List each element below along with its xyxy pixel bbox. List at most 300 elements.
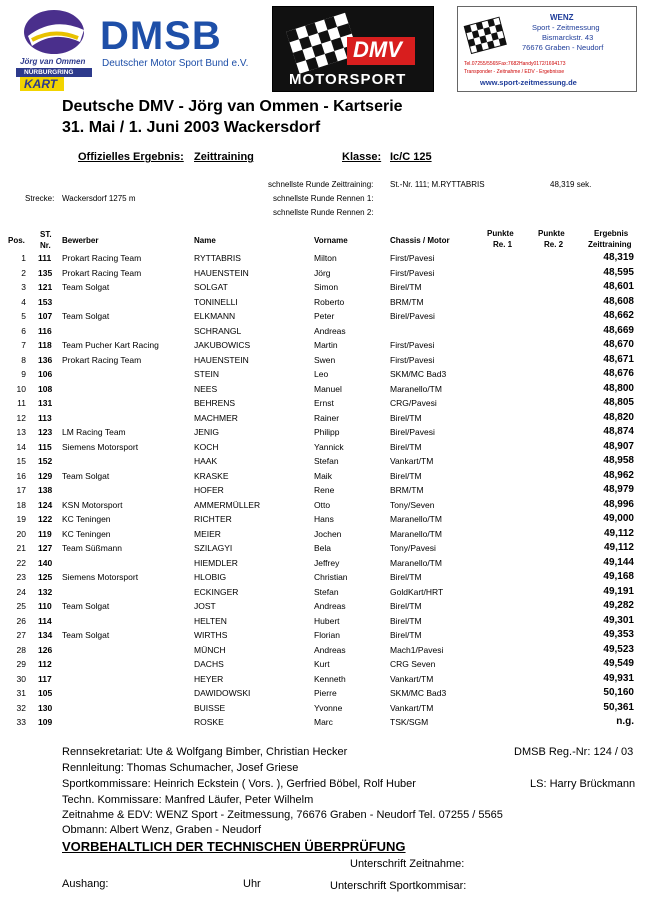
row-team: Siemens Motorsport [62,441,139,452]
row-team: Team Solgat [62,311,110,321]
row-lastname: MÜNCH [194,644,226,655]
col-pos: Pos. [8,236,25,245]
row-pos: 7 [21,340,26,350]
row-start-number: 135 [38,267,53,278]
class-value: Ic/C 125 [390,151,432,163]
row-start-number: 134 [38,630,53,640]
technical-check-notice: VORBEHALTLICH DER TECHNISCHEN ÜBERPRÜFUNG [62,839,406,854]
row-result: 49,931 [603,672,634,684]
row-firstname: Andreas [314,325,346,336]
row-start-number: 119 [38,528,52,539]
table-row [0,570,650,585]
row-firstname: Christian [314,572,348,582]
row-start-number: 109 [38,717,53,727]
row-start-number: 127 [38,543,53,553]
row-start-number: 125 [38,572,53,582]
row-lastname: HAAK [194,456,218,466]
row-lastname: SZILAGYI [194,543,233,553]
row-team: Team Solgat [62,282,110,292]
row-lastname: HAUENSTEIN [194,267,249,278]
table-row [0,498,650,513]
row-firstname: Kenneth [314,673,346,684]
row-result: 49,523 [603,643,634,655]
row-result: 48,996 [603,498,634,510]
row-lastname: HIEMDLER [194,557,238,568]
table-row [0,541,650,556]
table-row [0,672,650,687]
row-start-number: 124 [38,499,53,510]
row-firstname: Rene [314,485,335,495]
row-result: 50,160 [603,687,634,698]
row-lastname: BUISSE [194,702,226,713]
row-start-number: 140 [38,557,53,568]
row-firstname: Jörg [314,267,331,278]
row-start-number: 131 [38,398,53,408]
row-chassis: First/Pavesi [390,267,435,278]
timing-edp: Zeitnahme & EDV: WENZ Sport - Zeitmessung, 76676 Graben - Neudorf Tel. 07255 / 5565 [62,809,503,821]
row-firstname: Stefan [314,586,339,597]
row-firstname: Martin [314,340,338,350]
row-start-number: 107 [38,311,53,321]
row-firstname: Andreas [314,644,346,655]
row-lastname: HAUENSTEIN [194,354,249,365]
row-lastname: SCHRANGL [194,325,242,336]
row-result: 49,282 [603,600,634,611]
row-result: n.g. [616,716,634,727]
row-pos: 12 [16,412,26,423]
row-pos: 32 [16,702,26,713]
row-pos: 23 [16,572,26,582]
race2-fastest-label: schnellste Runde Rennen 2: [273,208,374,217]
row-chassis: SKM/MC Bad3 [390,688,447,698]
fastest-lap-label: schnellste Runde Zeittraining: [268,180,374,189]
row-result: 48,608 [603,295,634,307]
table-row [0,367,650,382]
row-firstname: Hans [314,514,334,524]
table-row [0,382,650,397]
row-start-number: 113 [38,412,52,423]
row-start-number: 105 [38,688,53,698]
row-lastname: AMMERMÜLLER [194,499,261,510]
row-start-number: 111 [38,253,52,263]
row-pos: 6 [21,325,26,336]
row-start-number: 138 [38,485,53,495]
row-chassis: Maranello/TM [390,528,442,539]
row-chassis: Birel/Pavesi [390,427,435,437]
row-pos: 27 [16,630,26,640]
row-firstname: Marc [314,717,333,727]
table-row [0,454,650,469]
wenz-url: www.sport-zeitmessung.de [480,78,577,87]
session-label: Zeittraining [194,151,254,163]
row-firstname: Manuel [314,383,342,394]
document-subtitle: 31. Mai / 1. Juni 2003 Wackersdorf [62,119,321,136]
row-chassis: Maranello/TM [390,383,442,394]
row-lastname: ECKINGER [194,586,239,597]
row-chassis: Tony/Seven [390,499,435,510]
row-chassis: CRG Seven [390,659,436,669]
table-row [0,295,650,310]
row-chassis: BRM/TM [390,485,424,495]
table-row [0,527,650,542]
dmsb-logo [100,14,250,73]
row-result: 49,000 [603,513,634,524]
wenz-name: WENZ [550,13,574,22]
row-firstname: Kurt [314,659,330,669]
row-result: 48,962 [603,469,634,481]
row-pos: 20 [16,528,26,539]
row-result: 48,874 [603,426,634,437]
row-firstname: Leo [314,369,329,379]
row-pos: 29 [16,659,26,669]
row-pos: 9 [21,369,26,379]
dmv-motorsport-logo [272,6,434,92]
row-result: 48,907 [603,440,634,452]
row-team: Team Pucher Kart Racing [62,340,159,350]
col-nr: Nr. [40,241,51,250]
row-chassis: Birel/TM [390,572,422,582]
row-start-number: 152 [38,456,53,466]
table-row [0,715,650,730]
wenz-line6: Transponder - Zeitnahme / EDV - Ergebnisse [464,69,565,75]
dmsb-registration: DMSB Reg.-Nr: 124 / 03 [514,746,634,758]
row-lastname: NEES [194,383,218,394]
row-chassis: GoldKart/HRT [390,586,444,597]
checkered-flag-small-icon [462,13,512,63]
row-lastname: BEHRENS [194,398,236,408]
row-result: 48,800 [603,382,634,394]
document-title: Deutsche DMV - Jörg van Ommen - Kartserie [62,98,403,115]
row-lastname: STEIN [194,369,220,379]
row-pos: 33 [16,717,26,727]
row-result: 48,662 [603,310,634,321]
row-pos: 16 [16,470,26,481]
col-chassis: Chassis / Motor [390,236,450,245]
kart-logo-kart: KART [24,77,58,91]
row-team: Prokart Racing Team [62,267,142,278]
table-row [0,556,650,571]
stewards-signature-label: Unterschrift Sportkommisar: [330,880,467,892]
table-row [0,483,650,498]
table-row [0,440,650,455]
row-pos: 13 [16,427,26,437]
row-lastname: HEYER [194,673,224,684]
row-result: 49,353 [603,629,634,640]
row-start-number: 106 [38,369,53,379]
row-start-number: 136 [38,354,53,365]
row-pos: 21 [16,543,26,553]
row-team: Siemens Motorsport [62,572,139,582]
row-pos: 15 [16,456,26,466]
table-row [0,324,650,339]
row-firstname: Pierre [314,688,337,698]
row-firstname: Jochen [314,528,342,539]
col-firstname: Vorname [314,236,348,245]
row-lastname: ROSKE [194,717,224,727]
table-row [0,280,650,295]
row-result: 48,670 [603,339,634,350]
col-race2: Re. 2 [544,240,564,249]
row-pos: 1 [21,253,26,263]
row-result: 50,361 [603,701,634,713]
kart-logo-text: Jörg van Ommen [20,57,86,66]
row-team: KC Teningen [62,514,111,524]
row-start-number: 121 [38,282,53,292]
table-row [0,425,650,440]
row-lastname: MEIER [194,528,221,539]
row-start-number: 115 [38,441,52,452]
posting-label: Aushang: [62,878,109,890]
table-row [0,411,650,426]
row-result: 49,549 [603,658,634,669]
row-chassis: Vankart/TM [390,673,434,684]
table-row [0,701,650,716]
row-pos: 10 [16,383,26,394]
table-row [0,614,650,629]
technical-stewards: Techn. Kommissare: Manfred Läufer, Peter Wilhelm [62,794,314,806]
table-row [0,353,650,368]
race1-fastest-label: schnellste Runde Rennen 1: [273,194,374,203]
row-firstname: Ernst [314,398,334,408]
row-team: Team Süßmann [62,543,122,553]
row-start-number: 123 [38,427,53,437]
dmsb-logo-sub: Deutscher Motor Sport Bund e.V. [102,58,249,69]
row-firstname: Andreas [314,601,346,611]
col-race1: Re. 1 [493,240,513,249]
row-chassis: Birel/TM [390,412,422,423]
class-label: Klasse: [342,151,382,163]
row-lastname: WIRTHS [194,630,228,640]
row-lastname: ELKMANN [194,311,236,321]
row-pos: 24 [16,586,26,597]
row-result: 48,601 [603,281,634,292]
fastest-lap-time: 48,319 sek. [550,180,592,189]
row-team: LM Racing Team [62,427,126,437]
row-result: 49,144 [603,556,634,568]
row-result: 49,191 [603,585,634,597]
row-lastname: TONINELLI [194,296,238,307]
row-start-number: 118 [38,340,52,350]
row-result: 48,820 [603,411,634,423]
row-result: 49,112 [603,542,634,553]
row-firstname: Milton [314,253,337,263]
time-label: Uhr [243,878,261,890]
row-pos: 8 [21,354,26,365]
row-pos: 18 [16,499,26,510]
row-lastname: HLOBIG [194,572,227,582]
row-start-number: 116 [38,325,52,336]
row-start-number: 114 [38,615,52,626]
row-start-number: 108 [38,383,53,394]
col-points1: Punkte [487,229,514,238]
row-firstname: Stefan [314,456,339,466]
row-chassis: Vankart/TM [390,702,434,713]
row-team: Prokart Racing Team [62,354,142,365]
row-lastname: KRASKE [194,470,229,481]
row-lastname: HOFER [194,485,224,495]
table-row [0,266,650,281]
row-start-number: 112 [38,659,52,669]
row-chassis: Maranello/TM [390,514,442,524]
table-row [0,643,650,658]
wenz-line2: Sport - Zeitmessung [532,23,600,32]
table-row [0,657,650,672]
wenz-line5: Tel.07255/5565Fax:7682Handy0172/1694173 [464,61,566,67]
row-team: KC Teningen [62,528,111,539]
row-pos: 25 [16,601,26,611]
track-value: Wackersdorf 1275 m [62,194,136,203]
row-team: KSN Motorsport [62,499,123,510]
row-result: 49,112 [603,527,634,539]
row-start-number: 110 [38,601,52,611]
row-result: 48,595 [603,266,634,278]
row-firstname: Jeffrey [314,557,340,568]
row-lastname: JENIG [194,427,220,437]
dmv-badge: DMV [353,37,402,62]
row-lastname: RICHTER [194,514,232,524]
kart-logo-nurburgring: NÜRBURGRING [24,69,74,76]
row-lastname: HELTEN [194,615,227,626]
wenz-line3: Bismarckstr. 43 [542,33,594,42]
row-lastname: JAKUBOWICS [194,340,251,350]
col-st: ST. [40,230,52,239]
official-result-label: Offizielles Ergebnis: [78,151,184,163]
row-pos: 17 [16,485,26,495]
row-team: Team Solgat [62,601,110,611]
row-team: Team Solgat [62,630,110,640]
row-start-number: 132 [38,586,53,597]
table-row [0,599,650,614]
timing-signature-label: Unterschrift Zeitnahme: [350,858,465,870]
row-firstname: Philipp [314,427,340,437]
race-secretariat: Rennsekretariat: Ute & Wolfgang Bimber, Christian Hecker [62,746,348,758]
row-start-number: 129 [38,470,53,481]
row-result: 48,676 [603,368,634,379]
row-pos: 2 [21,267,26,278]
stewards: Sportkommissare: Heinrich Eckstein ( Vors. ), Gerfried Böbel, Rolf Huber [62,778,416,790]
table-row [0,309,650,324]
ls-name: LS: Harry Brückmann [530,778,636,790]
wenz-line4: 76676 Graben - Neudorf [522,43,604,52]
row-team: Team Solgat [62,470,110,481]
wenz-logo [457,6,637,92]
row-chassis: Maranello/TM [390,557,442,568]
row-lastname: SOLGAT [194,282,228,292]
row-lastname: KOCH [194,441,219,452]
row-pos: 22 [16,557,26,568]
row-chassis: Birel/TM [390,630,422,640]
table-row [0,512,650,527]
row-start-number: 126 [38,644,53,655]
row-pos: 19 [16,514,26,524]
col-qualifying: Zeittraining [588,240,632,249]
table-row [0,628,650,643]
row-chassis: First/Pavesi [390,340,435,350]
row-pos: 3 [21,282,26,292]
table-row [0,251,650,266]
col-points2: Punkte [538,229,565,238]
row-chassis: First/Pavesi [390,354,435,365]
row-firstname: Swen [314,354,336,365]
row-chassis: Vankart/TM [390,456,434,466]
row-chassis: Birel/TM [390,615,422,626]
fastest-lap-value: St.-Nr. 111; M.RYTTABRIS [390,180,485,189]
row-firstname: Yvonne [314,702,343,713]
row-start-number: 153 [38,296,53,307]
row-start-number: 122 [38,514,53,524]
row-pos: 31 [16,688,26,698]
table-row [0,469,650,484]
row-chassis: BRM/TM [390,296,424,307]
row-firstname: Roberto [314,296,345,307]
row-chassis: Tony/Pavesi [390,543,436,553]
row-result: 48,958 [603,455,634,466]
row-firstname: Otto [314,499,331,510]
row-firstname: Yannick [314,441,344,452]
row-chassis: Birel/TM [390,470,422,481]
row-result: 48,805 [603,397,634,408]
row-chassis: Birel/TM [390,282,422,292]
row-pos: 11 [17,398,26,408]
row-chassis: CRG/Pavesi [390,398,437,408]
col-team: Bewerber [62,236,99,245]
row-chassis: Mach1/Pavesi [390,644,444,655]
row-team: Prokart Racing Team [62,253,142,263]
row-result: 49,301 [603,614,634,626]
row-lastname: MACHMER [194,412,238,423]
row-pos: 4 [21,296,26,307]
dmsb-logo-text: DMSB [100,14,222,58]
chairman: Obmann: Albert Wenz, Graben - Neudorf [62,824,262,836]
row-firstname: Rainer [314,412,340,423]
table-row [0,585,650,600]
col-result: Ergebnis [594,229,629,238]
row-firstname: Maik [314,470,332,481]
row-firstname: Simon [314,282,339,292]
row-start-number: 130 [38,702,53,713]
row-start-number: 117 [38,673,52,684]
row-firstname: Hubert [314,615,340,626]
row-chassis: Birel/TM [390,601,422,611]
dmv-sub: MOTORSPORT [289,71,407,88]
row-lastname: JOST [194,601,216,611]
row-pos: 30 [16,673,26,684]
row-chassis: TSK/SGM [390,717,429,727]
row-chassis: First/Pavesi [390,253,435,263]
race-director: Rennleitung: Thomas Schumacher, Josef Griese [62,762,299,774]
table-row [0,338,650,353]
track-label: Strecke: [25,194,55,203]
row-chassis: Birel/Pavesi [390,311,435,321]
row-lastname: DACHS [194,659,224,669]
row-firstname: Peter [314,311,335,321]
row-result: 48,319 [603,252,634,263]
row-pos: 26 [16,615,26,626]
col-name: Name [194,236,216,245]
kart-series-logo [14,6,94,92]
row-result: 49,168 [603,571,634,582]
row-chassis: SKM/MC Bad3 [390,369,447,379]
table-row [0,396,650,411]
row-pos: 14 [16,441,26,452]
row-result: 48,669 [603,324,634,336]
row-pos: 28 [16,644,26,655]
row-result: 48,671 [603,353,634,365]
row-lastname: DAWIDOWSKI [194,688,251,698]
row-result: 48,979 [603,484,634,495]
row-firstname: Bela [314,543,332,553]
table-row [0,686,650,701]
